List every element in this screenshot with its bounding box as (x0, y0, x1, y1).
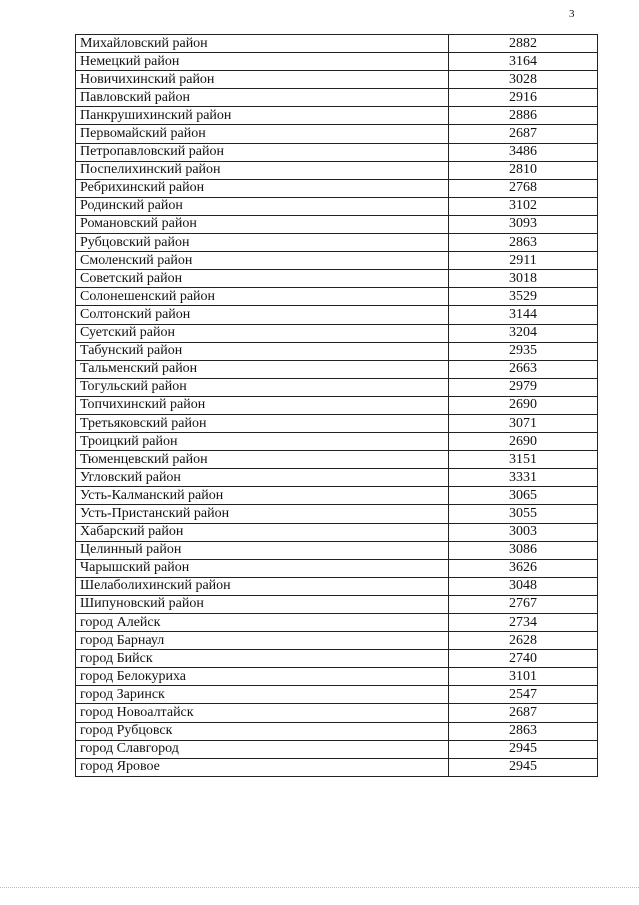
value-cell: 2863 (449, 722, 598, 740)
value-cell: 3101 (449, 668, 598, 686)
district-name-cell: Усть-Пристанский район (76, 505, 449, 523)
value-cell: 2687 (449, 125, 598, 143)
district-name-cell: Суетский район (76, 324, 449, 342)
district-name-cell: Рубцовский район (76, 234, 449, 252)
district-name-cell: Петропавловский район (76, 143, 449, 161)
district-name-cell: Хабарский район (76, 523, 449, 541)
district-name-cell: Топчихинский район (76, 396, 449, 414)
district-name-cell: город Заринск (76, 686, 449, 704)
table-row (76, 433, 598, 451)
district-name-cell: Советский район (76, 270, 449, 288)
table-row (76, 469, 598, 487)
table-body (76, 35, 598, 777)
value-cell: 2740 (449, 650, 598, 668)
district-name-cell: Чарышский район (76, 559, 449, 577)
value-cell: 3071 (449, 414, 598, 432)
value-cell: 3048 (449, 577, 598, 595)
table-row (76, 722, 598, 740)
value-cell: 2547 (449, 686, 598, 704)
value-cell: 3102 (449, 197, 598, 215)
value-cell: 2687 (449, 704, 598, 722)
value-cell: 2945 (449, 740, 598, 758)
table-row (76, 360, 598, 378)
table-row (76, 270, 598, 288)
district-name-cell: Романовский район (76, 215, 449, 233)
table-row (76, 107, 598, 125)
district-name-cell: Павловский район (76, 89, 449, 107)
district-values-table (75, 34, 598, 777)
district-name-cell: город Яровое (76, 758, 449, 776)
value-cell: 3331 (449, 469, 598, 487)
table-row (76, 396, 598, 414)
district-name-cell: Солтонский район (76, 306, 449, 324)
value-cell: 3204 (449, 324, 598, 342)
value-cell: 3086 (449, 541, 598, 559)
district-name-cell: Угловский район (76, 469, 449, 487)
value-cell: 3018 (449, 270, 598, 288)
district-name-cell: Третьяковский район (76, 414, 449, 432)
district-name-cell: город Рубцовск (76, 722, 449, 740)
table-row (76, 559, 598, 577)
district-name-cell: Панкрушихинский район (76, 107, 449, 125)
table-row (76, 614, 598, 632)
value-cell: 3055 (449, 505, 598, 523)
table-row (76, 451, 598, 469)
value-cell: 3003 (449, 523, 598, 541)
table-row (76, 161, 598, 179)
district-name-cell: город Белокуриха (76, 668, 449, 686)
value-cell: 3626 (449, 559, 598, 577)
district-name-cell: Первомайский район (76, 125, 449, 143)
value-cell: 3093 (449, 215, 598, 233)
district-name-cell: Новичихинский район (76, 71, 449, 89)
district-name-cell: Тюменцевский район (76, 451, 449, 469)
value-cell: 2863 (449, 234, 598, 252)
value-cell: 2945 (449, 758, 598, 776)
table-row (76, 632, 598, 650)
district-name-cell: Смоленский район (76, 252, 449, 270)
value-cell: 2768 (449, 179, 598, 197)
district-name-cell: город Бийск (76, 650, 449, 668)
table-row (76, 71, 598, 89)
value-cell: 2690 (449, 396, 598, 414)
district-name-cell: Немецкий район (76, 53, 449, 71)
district-name-cell: город Барнаул (76, 632, 449, 650)
district-name-cell: город Новоалтайск (76, 704, 449, 722)
value-cell: 3151 (449, 451, 598, 469)
district-name-cell: Тогульский район (76, 378, 449, 396)
district-name-cell: Целинный район (76, 541, 449, 559)
table-row (76, 143, 598, 161)
table-row (76, 324, 598, 342)
table-row (76, 179, 598, 197)
value-cell: 2916 (449, 89, 598, 107)
value-cell: 2911 (449, 252, 598, 270)
district-name-cell: Троицкий район (76, 433, 449, 451)
value-cell: 3028 (449, 71, 598, 89)
value-cell: 3065 (449, 487, 598, 505)
value-cell: 2810 (449, 161, 598, 179)
district-name-cell: Шипуновский район (76, 595, 449, 613)
value-cell: 2886 (449, 107, 598, 125)
district-name-cell: город Славгород (76, 740, 449, 758)
district-name-cell: Шелаболихинский район (76, 577, 449, 595)
table-row (76, 668, 598, 686)
table-row (76, 234, 598, 252)
district-name-cell: Михайловский район (76, 35, 449, 53)
table-row (76, 125, 598, 143)
table-row (76, 541, 598, 559)
district-name-cell: город Алейск (76, 614, 449, 632)
table-row (76, 89, 598, 107)
scan-edge-divider (0, 887, 639, 888)
table-row (76, 288, 598, 306)
value-cell: 2690 (449, 433, 598, 451)
table-row (76, 704, 598, 722)
district-name-cell: Табунский район (76, 342, 449, 360)
district-name-cell: Тальменский район (76, 360, 449, 378)
district-name-cell: Поспелихинский район (76, 161, 449, 179)
value-cell: 2979 (449, 378, 598, 396)
table-row (76, 53, 598, 71)
table-row (76, 197, 598, 215)
value-cell: 3144 (449, 306, 598, 324)
value-cell: 2767 (449, 595, 598, 613)
table-row (76, 215, 598, 233)
table-row (76, 378, 598, 396)
table-row (76, 252, 598, 270)
value-cell: 3164 (449, 53, 598, 71)
value-cell: 2663 (449, 360, 598, 378)
value-cell: 2882 (449, 35, 598, 53)
table-row (76, 306, 598, 324)
table-row (76, 414, 598, 432)
value-cell: 2734 (449, 614, 598, 632)
district-name-cell: Солонешенский район (76, 288, 449, 306)
district-name-cell: Родинский район (76, 197, 449, 215)
table-row (76, 505, 598, 523)
table-row (76, 577, 598, 595)
table-row (76, 342, 598, 360)
table-row (76, 650, 598, 668)
table-row (76, 595, 598, 613)
value-cell: 3529 (449, 288, 598, 306)
district-name-cell: Ребрихинский район (76, 179, 449, 197)
table-row (76, 758, 598, 776)
table-row (76, 740, 598, 758)
table-row (76, 523, 598, 541)
value-cell: 2935 (449, 342, 598, 360)
value-cell: 2628 (449, 632, 598, 650)
district-name-cell: Усть-Калманский район (76, 487, 449, 505)
table-row (76, 487, 598, 505)
value-cell: 3486 (449, 143, 598, 161)
page-number: 3 (569, 8, 575, 20)
table-row (76, 686, 598, 704)
table-row (76, 35, 598, 53)
